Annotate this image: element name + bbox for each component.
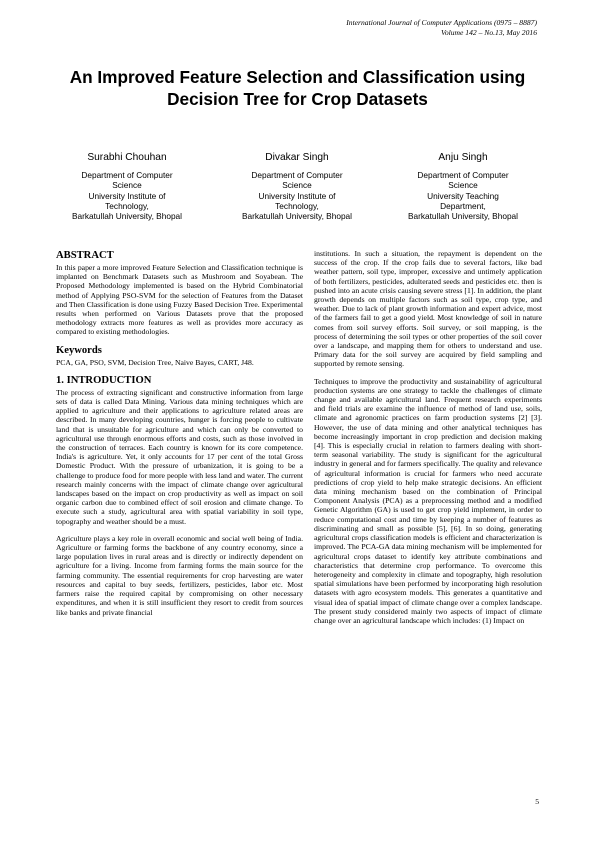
abstract-text: In this paper a more improved Feature Selection and Classification technique is implanted on Benchmark Datasets such as Mushroom and Soyabean. The Proposed Methodology implemented is based on the Hybrid Combinatorial method of Applying PSO-SVM for the selection of Features from the Dataset and Then Classification is done using Fuzzy Based Decision Tree. Experimental results when performed on Various Datasets prove that the proposed methodology extracts more features as well as provides more accuracy as compared to existing methodologies. bbox=[56, 263, 303, 337]
affiliation-line: Barkatullah University, Bhopal bbox=[71, 211, 183, 222]
right-column bbox=[314, 249, 542, 633]
abstract-heading: ABSTRACT bbox=[56, 250, 114, 261]
affiliation-line: Department of Computer bbox=[81, 170, 173, 180]
intro-paragraph-2: Agriculture plays a key role in overall economic and social well being of India. Agriculture or farming forms the backbone of any country economy, since a large population lives in rural areas and is directly or indirectly dependent on agriculture for a living. Income from farming forms the main source for the farming community. The essential requirements for crop harvesting are water resources and capital to buy seeds, fertilizers, pesticides, labor etc. Most farmers raise the required capital by compromising on other necessary expenditures, and when it is still insufficient they resort to credit from sources like banks and private financial bbox=[56, 533, 303, 617]
affiliation-line: University Teaching bbox=[427, 190, 499, 201]
author-affiliation bbox=[378, 170, 548, 221]
paper-title bbox=[40, 66, 555, 110]
title-line-1: An Improved Feature Selection and Classification using bbox=[69, 67, 526, 87]
author-affiliation bbox=[212, 170, 382, 221]
journal-header bbox=[346, 18, 537, 38]
affiliation-line: University Institute of bbox=[258, 190, 336, 201]
journal-name: International Journal of Computer Applications (0975 – 8887) bbox=[346, 18, 537, 27]
author-name: Divakar Singh bbox=[265, 152, 329, 163]
affiliation-line: Barkatullah University, Bhopal bbox=[241, 211, 353, 222]
author-name: Surabhi Chouhan bbox=[87, 152, 167, 163]
affiliation-line: University Institute of bbox=[88, 190, 166, 201]
affiliation-line: Science bbox=[448, 180, 478, 191]
intro-paragraph-4: Techniques to improve the productivity and sustainability of agricultural production systems are one strategy to tackle the challenges of climate change and available agricultural land. Frequent research experiments and field trials are examine the influence of method of land use, soils, climate and agronomic practices on farm production systems [2] [3]. However, the use of data mining and other analytical techniques has become increasingly important in crop prediction and decision making [4]. This is especially crucial in relation to farmers dealing with short-term seasonal variability. The study is significant for the agricultural industry in general and for farmers specifically. The quality and relevance of agricultural information is crucial for farmers who need accurate predictions of crop yield to help make strategic decisions. An efficient data mining mechanism based on the combination of Principal Component Analysis (PCA) as a preprocessing method and a modified Genetic Algorithm (GA) is used to get crop yield implement, in order to reduce computational cost and time by keeping a number of features as discriminating and small as possible [5], [6]. In so doing, generating agricultural crops classification models is efficient and characterization is improved. The PCA-GA data mining mechanism will be implemented for agricultural crops dataset to identify key attribute combinations and characteristics that determine crop performance. To overcome this heterogeneity and complexity in climate and topography, high resolution spatial simulations have been performed by incorporating high resolution datasets with agro ecosystem models. This generates a quantitative and visual idea of spatial impact of climate change over a complex landscape. The present study considered mainly two aspects of impact of climate change over an agricultural landscape which includes: (1) Impact on bbox=[314, 376, 542, 625]
author-name: Anju Singh bbox=[438, 152, 488, 163]
intro-paragraph-1: The process of extracting significant and constructive information from large sets of data is called Data Mining. Various data mining techniques which are applied to agriculture and their applications to agriculture related areas are described. In many developing countries, hunger is forcing people to cultivate land that is unsuitable for agriculture and which can only be converted to agricultural use through enormous efforts and costs, such as those involved in the construction of terraces. Each country is known for its core competence. India's is agriculture. Yet, it only accounts for 17 per cent of the total Gross Domestic Product. With the pressure of urbanization, it is going to be a challenge to produce food for more people with less land and water. The current research mainly concerns with the impact of climate change over agricultural landscapes based on the impact on crop productivity as well as impact on soil organic carbon due to combined effect of soil erosion and climate change. To execute such a study, agricultural area with spatial variability in soil type, topography and weather should be a must. bbox=[56, 387, 303, 526]
affiliation-line: Barkatullah University, Bhopal bbox=[407, 211, 519, 222]
introduction-heading: 1. INTRODUCTION bbox=[56, 374, 152, 386]
author-3 bbox=[378, 152, 548, 221]
affiliation-line: Science bbox=[282, 180, 312, 191]
affiliation-line: Department, bbox=[440, 200, 486, 211]
title-line-2: Decision Tree for Crop Datasets bbox=[167, 89, 428, 109]
author-1 bbox=[42, 152, 212, 221]
intro-paragraph-3: institutions. In such a situation, the repayment is dependent on the success of the crop. If the crop fails due to several factors, like bad weather pattern, soil type, improper, excessive and untimely application of both fertilizers, pesticides, adulterated seeds and pesticides etc. then is pushed into an acute crisis causing severe stress [1]. In addition, the plant growth depends on multiple factors such as soil type, crop type, and weather. Due to lack of plant growth information and expert advice, most of the farmers fail to get a good yield. Most knowledge of soil in nature comes from soil survey efforts. Soil survey, or soil mapping, is the process of determining the soil types or other properties of the soil cover over a landscape, and mapping them for others to understand and use. Primary data for the soil survey are acquired by field sampling and supported by remote sensing. bbox=[314, 249, 542, 369]
affiliation-line: Technology, bbox=[275, 200, 319, 211]
journal-volume: Volume 142 – No.13, May 2016 bbox=[441, 28, 537, 37]
page-number: 5 bbox=[535, 797, 539, 806]
affiliation-line: Department of Computer bbox=[417, 170, 509, 180]
left-column bbox=[56, 250, 303, 625]
keywords-heading: Keywords bbox=[56, 344, 102, 356]
affiliation-line: Science bbox=[112, 180, 142, 191]
affiliation-line: Technology, bbox=[105, 200, 149, 211]
author-2 bbox=[212, 152, 382, 221]
affiliation-line: Department of Computer bbox=[251, 170, 343, 180]
author-affiliation bbox=[42, 170, 212, 221]
keywords-text: PCA, GA, PSO, SVM, Decision Tree, Naive Bayes, CART, J48. bbox=[56, 357, 254, 367]
